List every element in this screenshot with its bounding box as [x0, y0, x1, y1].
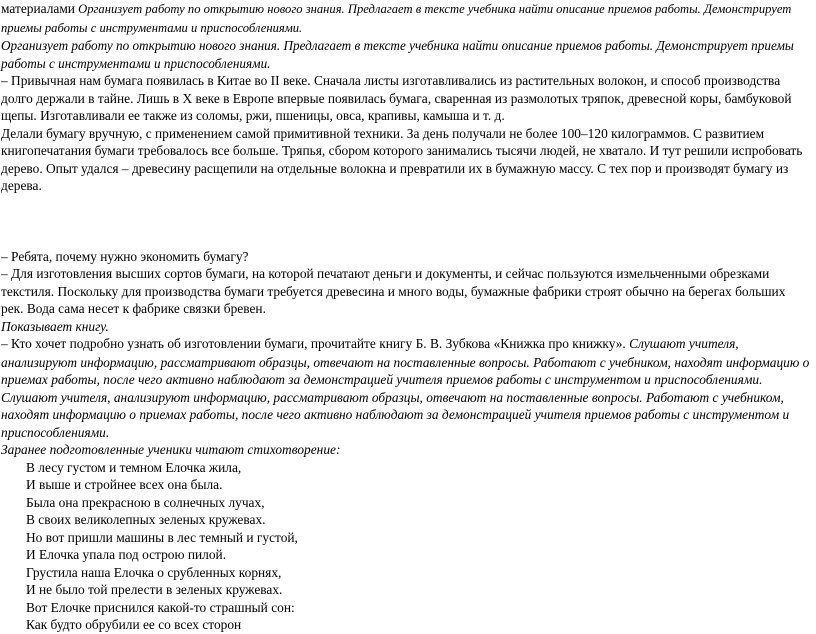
paragraph-book-recommendation — [0, 335, 810, 389]
poem-line: И не было той прелести в зеленых кружевах. — [26, 582, 283, 597]
paragraph-poem-intro: Заранее подготовленные ученики читают стихотворение: — [1, 442, 341, 457]
paragraph-paper-history: – Привычная нам бумага появилась в Китае во II веке. Сначала листы изготавливались из растительных волокон, и способ производства долго держали в тайне. Лишь в Х веке в Европе впервые появилась бумага, сваренная из размолотых тряпок, древесной коры, бамбуковой щепы. Изготавливали ее также из соломы, ржи, пшеницы, овса, крапивы, камыша и т. д. — [1, 73, 792, 123]
paragraph-students-activity: Слушают учителя, анализируют информацию, рассматривают образцы, отвечают на поставленные вопросы. Работают с учебником, находят информацию о приемах работы, после чего активно наблюдают за демонстрацией учителя приемов работы с инструментом и приспособлениями. — [1, 389, 790, 440]
poem — [0, 459, 810, 634]
paragraph-teacher-activity: Организует работу по открытию нового знания. Предлагает в тексте учебника найти описание приемов работы. Демонстрирует приемы работы с инструментами и приспособлениями. — [1, 38, 794, 71]
poem-line: Вот Елочке приснился какой-то страшный сон: — [26, 599, 295, 615]
paragraph-materials — [0, 0, 810, 37]
materials-text: материалами — [1, 1, 75, 16]
paragraph-shows-book: Показывает книгу. — [1, 318, 109, 334]
poem-line: Но вот пришли машины в лес темный и густой, — [26, 529, 298, 545]
poem-line: И выше и стройнее всех она была. — [26, 477, 223, 492]
blank-gap — [0, 195, 810, 248]
students-activity-italic: Слушают учителя, анализируют информацию, рассматривают образцы, отвечают на поставленные вопросы. Работают с учебником, находят информацию о приемах работы, после чего активно наблюдают за демонстрацией учителя приемов работы с инструментом и приспособлениями. — [1, 336, 810, 387]
paragraph-paper-manufacture: Делали бумагу вручную, с применением самой примитивной техники. За день получали не более 100–120 килограммов. С развитием книгопечатания бумаги требовалось все больше. Тряпья, сбором которого занимались тысячи людей, не хватало. И тут решили испробовать дерево. Опыт удался – древесину расщепили на отдельные волокна и превратили их в бумажную массу. С тех пор и производят бумагу из дерева. — [1, 125, 803, 193]
paragraph-question: – Ребята, почему нужно экономить бумагу? — [1, 248, 249, 264]
poem-line: В своих великолепных зеленых кружевах. — [26, 512, 266, 527]
poem-line: Грустила наша Елочка о срубленных корнях, — [26, 564, 282, 580]
poem-line: Как будто обрубили ее со всех сторон — [26, 617, 242, 632]
poem-line: И Елочка упала под острою пилой. — [26, 547, 227, 562]
poem-line: Была она прекрасною в солнечных лучах, — [26, 494, 265, 510]
book-recommendation-text: – Кто хочет подробно узнать об изготовлении бумаги, прочитайте книгу Б. В. Зубкова «Книжка про книжку». — [1, 336, 626, 351]
teacher-activity-italic: Организует работу по открытию нового знания. Предлагает в тексте учебника найти описание приемов работы. Демонстрирует приемы работы с инструментами и приспособлениями. — [1, 2, 792, 35]
poem-line: В лесу густом и темном Елочка жила, — [26, 459, 242, 475]
paragraph-answer: – Для изготовления высших сортов бумаги, на которой печатают деньги и документы, и сейчас пользуются измельченными обрезками текстиля. Поскольку для производства бумаги требуется древесина и много воды, бумажные фабрики строят обычно на берегах больших рек. Вода сама несет к фабрике связки бревен. — [1, 266, 786, 316]
